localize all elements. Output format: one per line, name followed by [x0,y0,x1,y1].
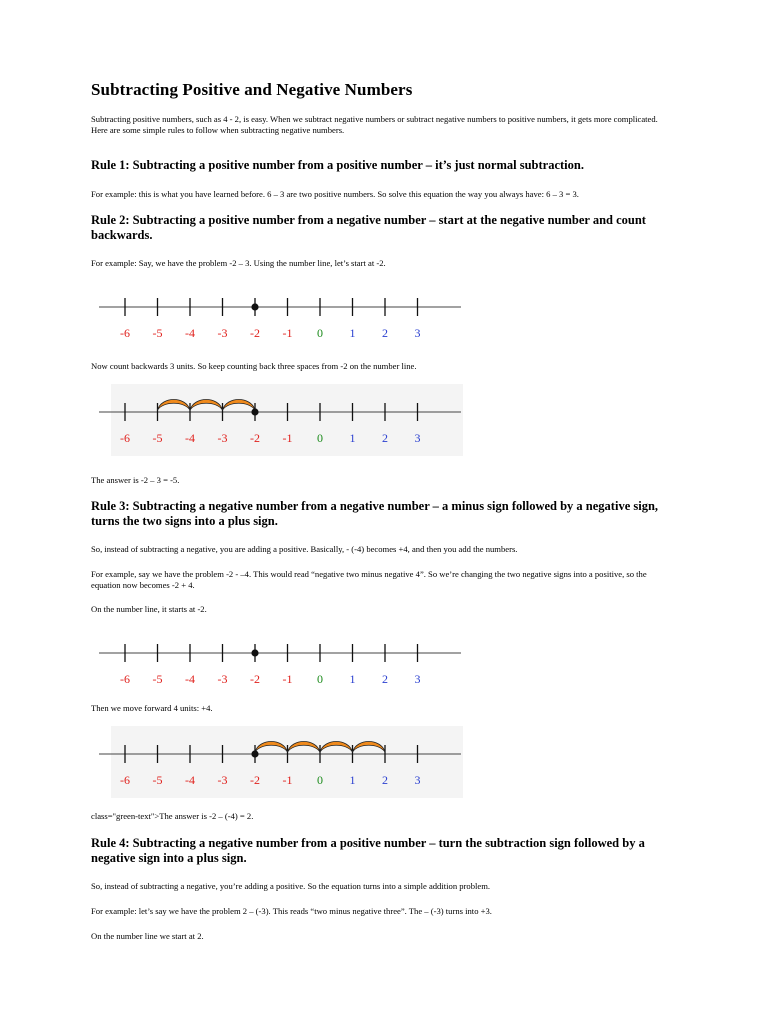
tick-label: 1 [349,672,356,686]
tick-label: 0 [317,431,323,445]
rule2-count-text: Now count backwards 3 units. So keep counting back three spaces from -2 on the number line. [91,361,417,371]
tick-label: -6 [120,431,130,445]
tick-label: 1 [349,431,356,445]
page-title: Subtracting Positive and Negative Numbers [91,80,413,99]
number-line-figure-2 [91,384,471,456]
tick-label: -2 [250,773,260,787]
tick-label: 0 [317,773,323,787]
tick-label: -5 [152,431,163,445]
tick-label: 3 [414,431,421,445]
tick-label: -1 [282,672,293,686]
rule3-start-text: On the number line, it starts at -2. [91,604,207,614]
tick-label: -3 [217,431,228,445]
tick-label: 3 [414,672,421,686]
tick-label: 3 [414,773,421,787]
tick-label: 2 [382,672,388,686]
rule4-heading: Rule 4: Subtracting a negative number from a positive number – turn the subtraction sign followed by a negative sign into a plus sign. [91,836,645,865]
rule4-example: For example: let’s say we have the problem 2 – (-3). This reads “two minus negative three”. The – (-3) turns into +3. [91,906,492,916]
number-line-figure-4 [91,726,471,798]
intro-line-1: Subtracting positive numbers, such as 4 - 2, is easy. When we subtract negative numbers or subtract negative numbers to positive numbers, it gets more complicated. [91,114,658,124]
tick-label: -2 [250,672,260,686]
rule2-heading: Rule 2: Subtracting a positive number from a negative number – start at the negative number and count backwards. [91,213,646,242]
tick-label: -1 [282,773,293,787]
tick-label: -4 [185,431,195,445]
rule2-answer: The answer is -2 – 3 = -5. [91,475,180,485]
rule3-answer: class="green-text">The answer is -2 – (-4) = 2. [91,811,254,821]
start-point [251,750,258,757]
number-line-figure-3 [91,636,471,696]
tick-label: 2 [382,431,388,445]
start-point [251,408,258,415]
tick-label: 1 [349,773,356,787]
tick-label: 3 [414,326,421,340]
tick-label: -1 [282,431,293,445]
rule1-heading: Rule 1: Subtracting a positive number from a positive number – it’s just normal subtraction. [91,158,584,172]
start-point [251,649,258,656]
tick-label: -5 [152,672,163,686]
tick-label: 2 [382,773,388,787]
rule3-example: For example, say we have the problem -2 - –4. This would read “negative two minus negative 4”. So we’re changing the two negative signs into a positive, so the equation now becomes -2 + 4. [91,569,647,590]
tick-label: -1 [282,326,293,340]
rule4-explain: So, instead of subtracting a negative, you’re adding a positive. So the equation turns into a simple addition problem. [91,881,491,891]
rule2-example: For example: Say, we have the problem -2 – 3. Using the number line, let’s start at -2. [91,258,386,268]
start-point [251,303,258,310]
intro-paragraph [91,114,671,135]
rule4-start-text: On the number line we start at 2. [91,931,204,941]
tick-label: -2 [250,326,260,340]
tick-label: -3 [217,773,228,787]
tick-label: 0 [317,672,323,686]
rule3-move-text: Then we move forward 4 units: +4. [91,703,213,713]
rule3-heading: Rule 3: Subtracting a negative number from a negative number – a minus sign followed by a negative sign, turns the two signs into a plus sign. [91,499,659,528]
tick-label: 2 [382,326,388,340]
rule3-explain: So, instead of subtracting a negative, you are adding a positive. Basically, - (-4) becomes +4, and then you add the numbers. [91,544,518,554]
tick-label: -6 [120,672,130,686]
tick-label: -3 [217,326,228,340]
number-line-figure-1 [91,290,471,350]
tick-label: 1 [349,326,356,340]
tick-label: -3 [217,672,228,686]
tick-label: -6 [120,773,130,787]
intro-line-2: Here are some simple rules to follow when subtracting negative numbers. [91,124,345,135]
tick-label: -5 [152,326,163,340]
tick-label: -4 [185,672,195,686]
tick-label: -2 [250,431,260,445]
tick-label: 0 [317,326,323,340]
tick-label: -5 [152,773,163,787]
tick-label: -4 [185,773,195,787]
rule1-example: For example: this is what you have learned before. 6 – 3 are two positive numbers. So solve this equation the way you always have: 6 – 3 = 3. [91,189,579,199]
tick-label: -4 [185,326,195,340]
tick-label: -6 [120,326,130,340]
